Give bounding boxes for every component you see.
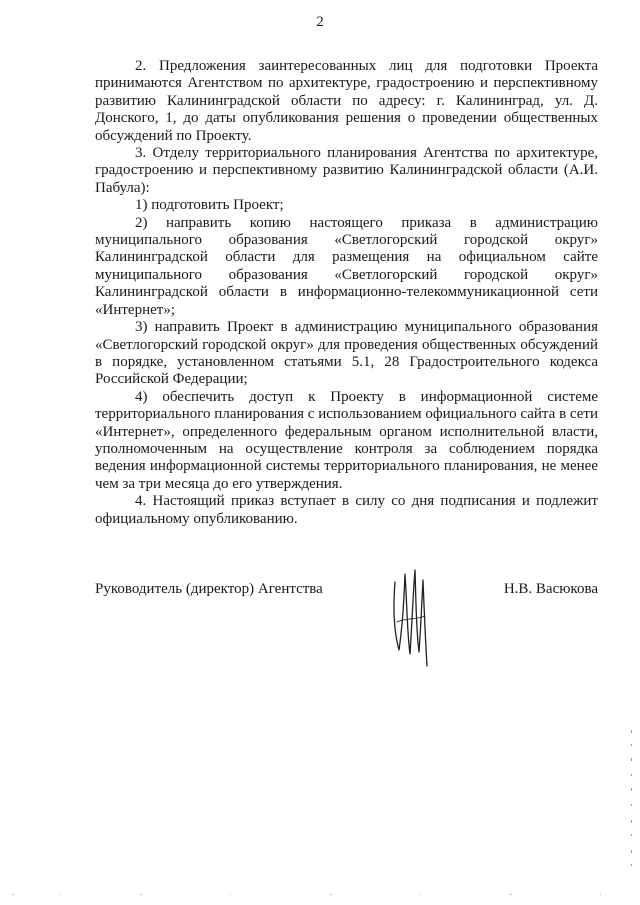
paragraph-proposals: 2. Предложения заинтересованных лиц для подготовки Проекта принимаются Агентством по архитектуре, градостроению и перспективному развитию Калининградской области по адресу: г. Калининград, ул. Д. Донского, 1, до даты опубликования решения о проведении общественных обсуждений по Проекту. [95, 58, 598, 144]
page-number: 2 [316, 14, 324, 30]
list-item-provide-access: 4) обеспечить доступ к Проекту в информационной системе территориального планирования с использованием официального сайта в сети «Интернет», определенного федеральным органом исполнительной власти, уполномоченным на осуществление контроля за соблюдением порядка ведения информационной системы территориального планирования, не менее чем за три месяца до его утверждения. [95, 388, 598, 492]
list-item-send-order-copy: 2) направить копию настоящего приказа в администрацию муниципального образования «Светлогорский городской округ» Калининградской области для размещения на официальном сайте муниципального образования «Светлогорский городской округ» Калининградской области в информационно-телекоммуникационной сети «Интернет»; [95, 214, 598, 318]
list-item-send-project: 3) направить Проект в администрацию муниципального образования «Светлогорский городской округ» для проведения общественных обсуждений в порядке, установленном статьями 5.1, 28 Градостроительного кодекса Российской Федерации; [95, 319, 598, 388]
document-body [95, 58, 598, 528]
paragraph-department-instructions: 3. Отделу территориального планирования Агентства по архитектуре, градостроению и перспективному развитию Калининградской области (А.И. Пабула): [95, 145, 598, 196]
paragraph-effective-date: 4. Настоящий приказ вступает в силу со дня подписания и подлежит официальному опубликованию. [95, 493, 598, 527]
signatory-title: Руководитель (директор) Агентства [95, 581, 323, 597]
scan-artifact-bottom [0, 893, 640, 897]
list-item-prepare-project: 1) подготовить Проект; [135, 197, 284, 214]
signatory-name: Н.В. Васюкова [503, 581, 598, 597]
handwritten-signature [385, 562, 435, 672]
scan-artifact-marks [630, 730, 634, 870]
